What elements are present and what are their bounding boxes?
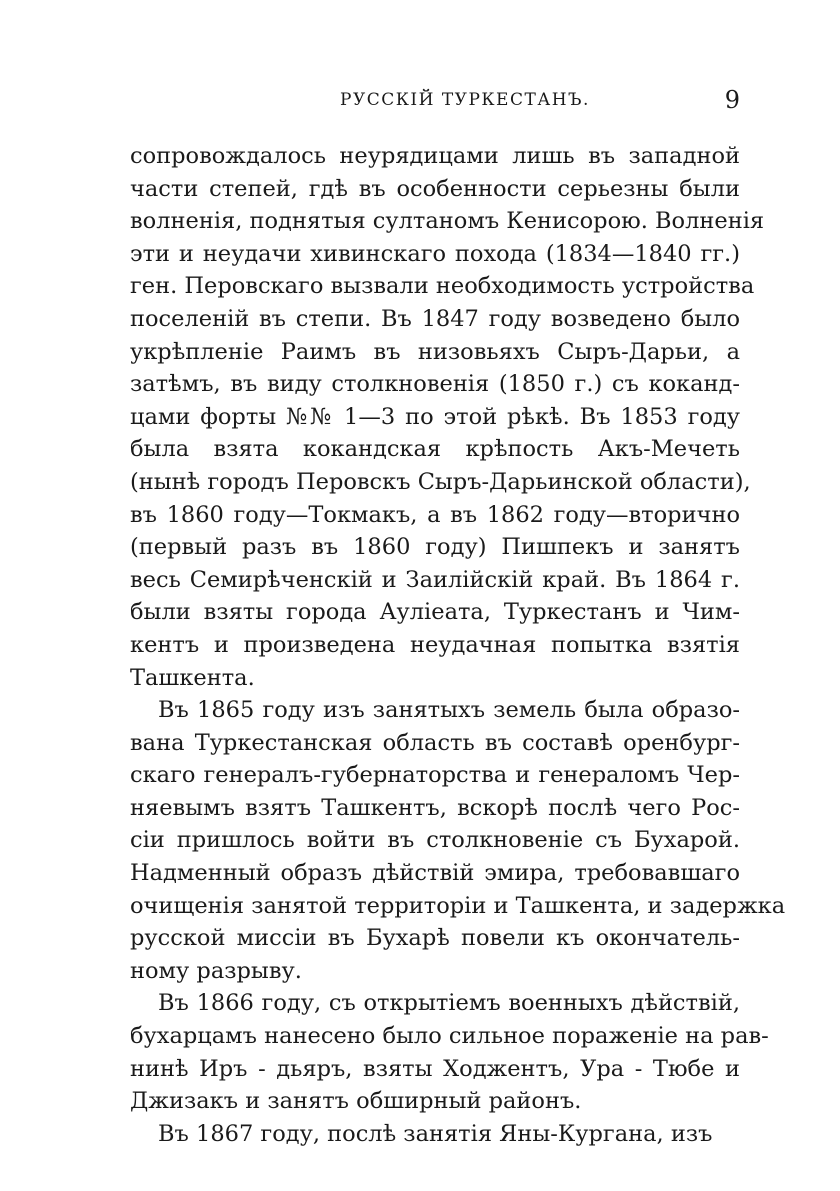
paragraph bbox=[130, 140, 765, 694]
text-line: цами форты №№ 1—3 по этой рѣкѣ. Въ 1853 году bbox=[130, 403, 740, 430]
running-title: РУССКІЙ ТУРКЕСТАНЪ. bbox=[340, 90, 590, 110]
text-line: укрѣпленіе Раимъ въ низовьяхъ Сыръ-Дарьи, а bbox=[130, 338, 740, 365]
text-line: кентъ и произведена неудачная попытка взятія bbox=[130, 631, 740, 658]
text-line: Въ 1867 году, послѣ занятія Яны-Кургана, изъ bbox=[158, 1120, 713, 1147]
text-line: эти и неудачи хивинскаго похода (1834—1840 гг.) bbox=[130, 240, 740, 267]
text-line: ному разрыву. bbox=[130, 957, 302, 984]
text-line: (нынѣ городъ Перовскъ Сыръ-Дарьинской области), bbox=[130, 468, 751, 495]
text-line: ген. Перовскаго вызвали необходимость устройства bbox=[130, 273, 755, 300]
paragraph bbox=[130, 1118, 740, 1151]
text-line: нинѣ Иръ - дьяръ, взяты Ходжентъ, Ура - Тюбе и bbox=[130, 1055, 740, 1082]
text-line: Ташкента. bbox=[130, 664, 255, 691]
text-line: поселеній въ степи. Въ 1847 году возведено было bbox=[130, 305, 740, 332]
text-line: части степей, гдѣ въ особенности серьезны были bbox=[130, 175, 740, 202]
running-head bbox=[130, 86, 740, 116]
text-line: затѣмъ, въ виду столкновенія (1850 г.) съ коканд- bbox=[130, 371, 740, 398]
page-number: 9 bbox=[724, 86, 740, 114]
text-line: были взяты города Аулieата, Туркестанъ и Чим- bbox=[130, 599, 740, 626]
text-line: была взята кокандская крѣпость Акъ-Мечеть bbox=[130, 436, 740, 463]
text-line: русской миссіи въ Бухарѣ повели къ окончатель- bbox=[130, 925, 740, 952]
text-line: весь Семирѣченскій и Заилійскій край. Въ 1864 г. bbox=[130, 566, 740, 593]
text-line: бухарцамъ нанесено было сильное пораженіе на рав- bbox=[130, 1023, 769, 1050]
text-line: няевымъ взятъ Ташкентъ, вскорѣ послѣ чего Рос- bbox=[130, 794, 740, 821]
body-text bbox=[130, 140, 786, 1150]
text-line: Въ 1865 году изъ занятыхъ земель была образо- bbox=[158, 697, 740, 724]
paragraph bbox=[130, 694, 786, 987]
text-line: Надменный образъ дѣйствій эмира, требовавшаго bbox=[130, 860, 740, 887]
text-line: вана Туркестанская область въ составѣ оренбург- bbox=[130, 729, 740, 756]
text-line: сопровождалось неурядицами лишь въ западной bbox=[130, 143, 740, 169]
text-line: въ 1860 году—Токмакъ, а въ 1862 году—вторично bbox=[130, 501, 740, 528]
text-line: волненія, поднятыя султаномъ Кенисорою. Волненія bbox=[130, 208, 765, 235]
text-line: скаго генералъ-губернаторства и генераломъ Чер- bbox=[130, 762, 740, 789]
paragraph bbox=[130, 987, 769, 1117]
text-line: (первый разъ въ 1860 году) Пишпекъ и занятъ bbox=[130, 534, 740, 561]
text-line: сіи пришлось войти въ столкновеніе съ Бухарой. bbox=[130, 827, 740, 854]
text-line: Въ 1866 году, съ открытіемъ военныхъ дѣйствій, bbox=[158, 990, 740, 1017]
text-line: Джизакъ и занятъ обширный районъ. bbox=[130, 1088, 582, 1115]
text-line: очищенія занятой территоріи и Ташкента, и задержка bbox=[130, 892, 786, 919]
